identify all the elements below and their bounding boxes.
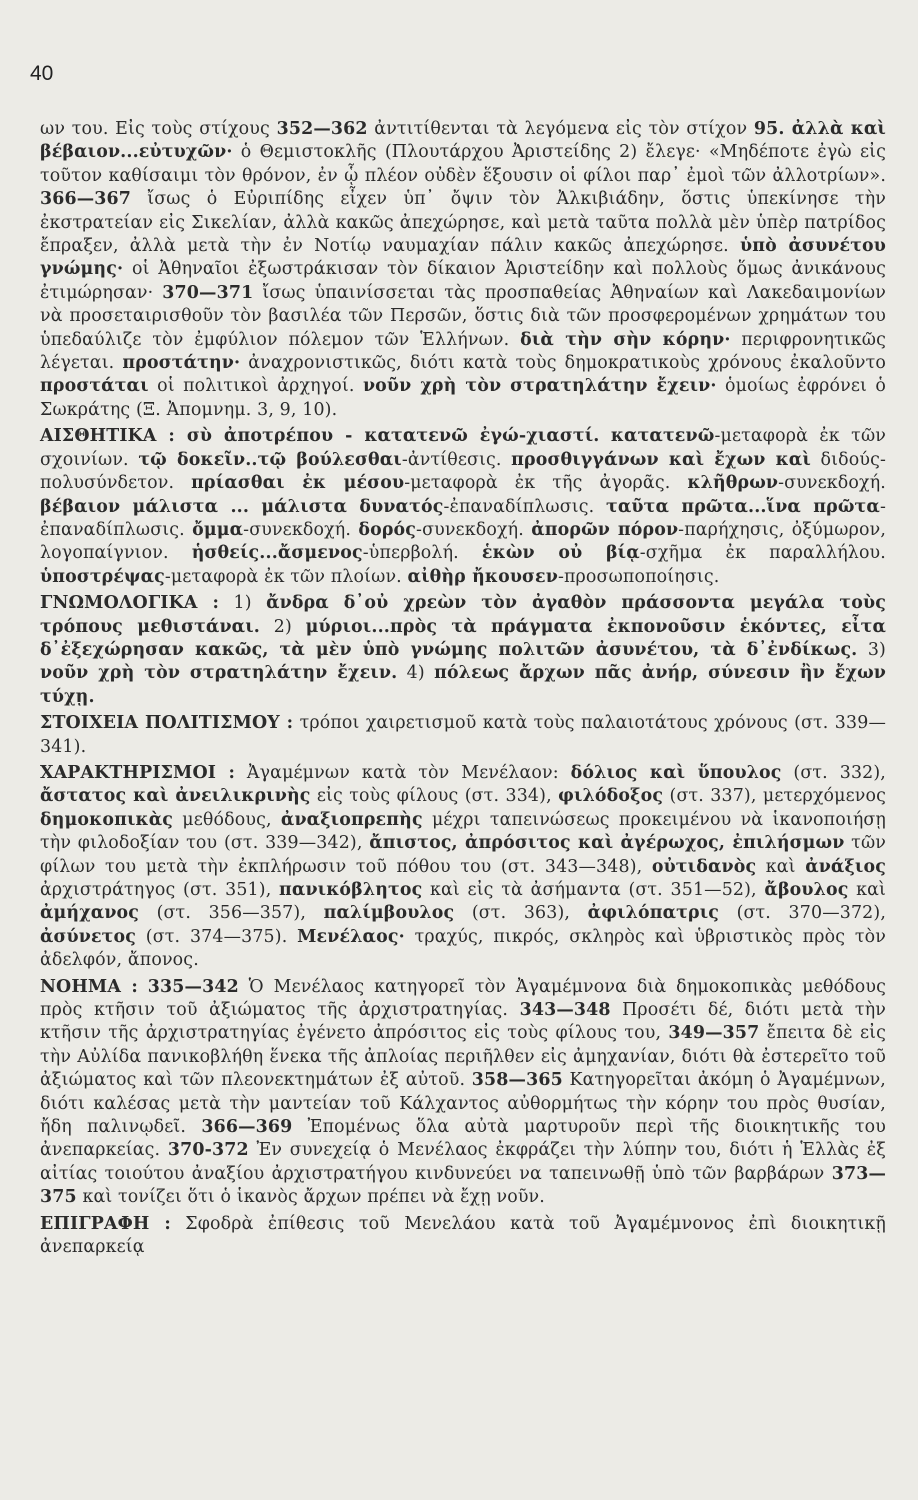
paragraph-charaktirismoi <box>40 762 886 973</box>
bold-phrase: τῷ δοκεῖν..τῷ βούλεσθαι <box>138 449 402 470</box>
paragraph-gnomologika <box>40 592 886 709</box>
text-run: Προσέτι δέ, διότι μετὰ τὴν κτῆσιν τῆς ἀρχιστρατηγίας ἐγένετο ἀπρόσιτος εἰς τοὺς φίλους του, <box>40 1000 886 1044</box>
text-run: Ἀγαμέμνων κατὰ τὸν Μενέλαον: <box>235 762 571 783</box>
text-run: καὶ <box>756 856 806 877</box>
bold-phrase: 370—371 <box>162 282 254 303</box>
paragraph-intro <box>40 118 886 422</box>
bold-phrase: 335—342 <box>147 976 239 997</box>
text-run: (στ. 374—375). <box>136 926 298 947</box>
text-run: Ὁ Μενέλαος κατηγορεῖ τὸν Ἀγαμέμνονα διὰ δημοκοπικὰς μεθόδους πρὸς κτῆσιν τοῦ ἀξιώματος τῆς ἀρχιστρατηγίας. <box>40 976 886 1021</box>
bold-phrase: πόλεως ἄρχων πᾶς ἀνήρ, σύνεσιν ἢν ἔχων τύχῃ. <box>40 663 886 707</box>
text-run: Ἐν συνεχείᾳ ὁ Μενέλαος ἐκφράζει τὴν λύπην του, διότι ἡ Ἑλλὰς ἐξ αἰτίας τοιούτου ἀναξίου ἀρχιστρατήγου κινδυνεύει να ταπεινωθῇ ὑπὸ τῶν βαρβάρων <box>40 1140 886 1184</box>
text-run: -ὑπερβολή. <box>362 543 482 564</box>
bold-phrase: πρίασθαι ἐκ μέσου <box>191 473 405 494</box>
bold-phrase: προστάτην· <box>122 353 241 374</box>
paragraph-noima <box>40 976 886 1210</box>
bold-phrase: 358—365 <box>471 1070 563 1091</box>
bold-phrase: δημοκοπικὰς <box>40 809 174 830</box>
text-run: μέχρι ταπεινώσεως προκειμένου νὰ ἱκανοποιήσῃ τὴν φιλοδοξίαν του (στ. 339—342), <box>40 809 886 854</box>
text-run: τρόποι χαιρετισμοῦ κατὰ τοὺς παλαιοτάτους χρόνους (στ. 339—341). <box>40 713 886 757</box>
bold-phrase: ἀπορῶν πόρον <box>531 519 679 540</box>
text-run: -ἐπαναδίπλωσις. <box>443 496 607 517</box>
text-run: ἀντιτίθενται τὰ λεγόμενα εἰς τὸν στίχον <box>367 119 754 139</box>
text-run: (στ. 356—357), <box>139 903 324 924</box>
text-run: 3) <box>857 639 886 660</box>
bold-phrase: ὑποστρέψας <box>40 566 165 587</box>
bold-phrase: ἀναξιοπρεπὴς <box>280 809 423 830</box>
text-run: (στ. 332), <box>781 762 886 783</box>
text-run: -σχῆμα ἐκ παραλλήλου. <box>639 543 886 564</box>
bold-phrase: οὐτιδανὸς <box>651 856 757 877</box>
bold-phrase: ἡσθείς...ἄσμενος <box>191 543 363 564</box>
text-run: -μεταφορὰ ἐκ τῶν πλοίων. <box>164 566 408 587</box>
text-run: ἀρχιστράτηγος (στ. 351), <box>40 880 280 900</box>
text-run: -μεταφορὰ ἐκ τῶν σχοινίων. <box>40 426 886 470</box>
bold-phrase: δόλιος καὶ ὕπουλος <box>570 762 782 783</box>
bold-phrase: προσθιγγάνων καὶ ἔχων καὶ <box>511 449 811 470</box>
text-run: τῶν φίλων του μετὰ τὴν ἐκπλήρωσιν τοῦ πόθου του (στ. 343—348), <box>40 833 886 877</box>
bold-phrase: μύριοι...πρὸς τὰ πράγματα ἐκπονοῦσιν ἑκόντες, εἶτα δ᾽ἐξεχώρησαν κακῶς, τὰ μὲν ὑπὸ γνώμης πολιτῶν ἀσυνέτου, τὰ δ᾽ἐνδίκως. <box>40 616 886 660</box>
text-run: περιφρονητικῶς λέγεται. <box>40 329 887 374</box>
bold-phrase: ἄνδρα δ᾽οὐ χρεὼν τὸν ἀγαθὸν πράσσοντα μεγάλα τοὺς τρόπους μεθιστάναι. <box>40 593 886 637</box>
text-run: Ἐπομένως ὅλα αὐτὰ μαρτυροῦν περὶ τῆς διοικητικῆς του ἀνεπαρκείας. <box>40 1117 886 1161</box>
text-run: (στ. 370—372), <box>719 903 886 924</box>
bold-phrase: πανικόβλητος <box>279 880 423 900</box>
text-run: καὶ τονίζει ὅτι ὁ ἱκανὸς ἄρχων πρέπει νὰ ἔχῃ νοῦν. <box>76 1187 545 1208</box>
bold-phrase: προστάται <box>40 376 149 397</box>
text-run: ὁμοίως ἐφρόνει ὁ Σωκράτης (Ξ. Ἀπομνημ. 3, 9, 10). <box>40 376 886 420</box>
bold-phrase: 370-372 <box>167 1140 249 1161</box>
paragraph-aisthitika <box>40 425 886 589</box>
commentary-text <box>40 118 886 1260</box>
bold-phrase: ἀμήχανος <box>40 903 140 924</box>
text-run: -συνεκδοχή. <box>243 519 359 540</box>
section-heading: ΝΟΗΜΑ : <box>40 976 138 997</box>
text-run: ἴσως ὑπαινίσσεται τὰς προσπαθείας Ἀθηναίων καὶ Λακεδαιμονίων νὰ προσεταιρισθοῦν τὸν βασιλέα τῶν Περσῶν, ὅστις διὰ τῶν προσφερομένων χρημάτων του ὑπεδαύλιζε τὸν ἐμφύλιον πόλεμον τῶν Ἑλλήνων. <box>40 282 886 350</box>
bold-phrase: φιλόδοξος <box>558 786 664 807</box>
text-run: ἔπειτα δὲ εἰς τὴν Αὐλίδα πανικοβλήθη ἕνεκα τῆς ἀπλοίας περιῆλθεν εἰς ἀμηχανίαν, διότι θὰ ἐστερεῖτο τοῦ ἀξιώματος καὶ τῶν πλεονεκτημάτων ἐξ αὐτοῦ. <box>40 1023 886 1091</box>
bold-phrase: 366—367 <box>40 189 132 210</box>
text-run: -προσωποποίησις. <box>557 566 720 587</box>
text-run: 2) <box>259 616 306 637</box>
bold-phrase: σὺ ἀποτρέπου - κατατενῶ ἐγώ-χιαστί. <box>174 426 600 447</box>
bold-phrase: κατατενῶ <box>610 426 715 447</box>
text-run: ἀναχρονιστικῶς, διότι κατὰ τοὺς δημοκρατικοὺς χρόνους ἐκαλοῦντο <box>240 353 886 374</box>
text-run: Σφοδρὰ ἐπίθεσις τοῦ Μενελάου κατὰ τοῦ Ἀγαμέμνονος ἐπὶ διοικητικῇ ἀνεπαρκείᾳ <box>40 1213 886 1258</box>
bold-phrase: ταῦτα πρῶτα...ἵνα πρῶτα <box>606 496 880 517</box>
text-run: τραχύς, πικρός, σκληρὸς καὶ ὑβριστικὸς πρὸς τὸν ἀδελφόν, ἄπονος. <box>40 926 886 971</box>
text-run <box>600 426 611 446</box>
bold-phrase: ἀσύνετος <box>40 926 136 947</box>
bold-phrase: ὑπὸ ἀσυνέτου γνώμης· <box>40 236 887 280</box>
text-run: οἱ Ἀθηναῖοι ἐξωστράκισαν τὸν δίκαιον Ἀριστείδην καὶ πολλοὺς ὅμως ἀνικάνους ἐτιμώρησαν· <box>40 259 886 303</box>
section-heading: ΧΑΡΑΚΤΗΡΙΣΜΟΙ : <box>40 762 236 783</box>
text-run: ἴσως ὁ Εὐριπίδης εἶχεν ὑπ᾽ ὄψιν τὸν Ἀλκιβιάδην, ὅστις ὑπεκίνησε τὴν ἐκστρατείαν εἰς Σικελίαν, ἀλλὰ κακῶς ἀπεχώρησε, καὶ μετὰ ταῦτα πολλὰ μὲν ὑπὲρ πατρίδος ἔπραξεν, ἀλλὰ μετὰ τὴν ἐν Νοτίῳ ναυμαχίαν πάλιν κακῶς ἀπεχώρησε. <box>40 189 886 257</box>
text-run: διδούς-πολυσύνδετον. <box>40 449 886 494</box>
text-run: 1) <box>219 593 267 614</box>
bold-phrase: νοῦν χρὴ τὸν στρατηλάτην ἔχειν. <box>40 663 398 684</box>
bold-phrase: ἀνάξιος <box>805 856 886 877</box>
bold-phrase: ἄστατος καὶ ἀνειλικρινὴς <box>40 786 311 807</box>
text-run: 4) <box>397 663 435 684</box>
section-heading: ΓΝΩΜΟΛΟΓΙΚΑ : <box>40 593 220 614</box>
text-run: εἰς τοὺς φίλους (στ. 334), <box>310 786 559 807</box>
text-run: -ἀντίθεσις. <box>401 449 512 470</box>
text-run: -ἐπαναδίπλωσις. <box>40 496 886 540</box>
text-run: μεθόδους, <box>173 809 281 830</box>
paragraph-epigrafi <box>40 1213 886 1260</box>
bold-phrase: 343—348 <box>519 1000 611 1021</box>
bold-phrase: παλίμβουλος <box>323 903 455 924</box>
bold-phrase: διὰ τὴν σὴν κόρην· <box>520 329 731 350</box>
bold-phrase: νοῦν χρὴ τὸν στρατηλάτην ἔχειν· <box>362 376 717 397</box>
bold-phrase: ἄπιστος, ἀπρόσιτος καὶ ἀγέρωχος, ἐπιλήσμων <box>369 833 845 854</box>
section-heading: ΑΙΣΘΗΤΙΚΑ : <box>40 426 175 447</box>
bold-phrase: κλῆθρων <box>687 473 779 494</box>
text-run: -μεταφορὰ ἐκ τῆς ἀγορᾶς. <box>404 473 688 494</box>
text-run: (στ. 337), μετερχόμενος <box>663 786 886 807</box>
section-heading: ΣΤΟΙΧΕΙΑ ΠΟΛΙΤΙΣΜΟΥ : <box>40 713 294 734</box>
text-run: καὶ εἰς τὰ ἀσήμαντα (στ. 351—52), <box>422 880 765 900</box>
bold-phrase: 352—362 <box>276 119 368 139</box>
bold-phrase: Μενέλαος· <box>297 926 405 947</box>
text-run: καὶ <box>848 880 886 900</box>
bold-phrase: ἑκὼν οὐ βίᾳ <box>481 543 640 564</box>
text-run: (στ. 363), <box>454 903 588 924</box>
text-run: ὁ Θεμιστοκλῆς (Πλουτάρχου Ἀριστείδης 2) ἔλεγε· «Μηδέποτε ἐγὼ εἰς τοῦτον καθίσαιμι τὸν θρόνον, ἐν ᾧ πλέον οὐδὲν ἕξουσιν οἱ φίλοι παρ᾽ ἐμοὶ τῶν ἀλλοτρίων». <box>40 142 886 186</box>
bold-phrase: 349—357 <box>668 1023 760 1044</box>
paragraph-stoixeia-politismou <box>40 712 886 759</box>
text-run: -παρήχησις, ὀξύμωρον, λογοπαίγνιον. <box>40 519 886 564</box>
bold-phrase: 366—369 <box>201 1117 293 1138</box>
page-number: 40 <box>30 62 54 85</box>
section-heading: ΕΠΙΓΡΑΦΗ : <box>40 1213 171 1234</box>
bold-phrase: 373—375 <box>40 1163 886 1208</box>
text-run: Κατηγορεῖται ἀκόμη ὁ Ἀγαμέμνων, διότι καλέσας μετὰ τὴν μαντείαν τοῦ Κάλχαντος αὐθορμήτως τὴν κόρην του πρὸς θυσίαν, ἤδη παλινῳδεῖ. <box>40 1070 886 1138</box>
bold-phrase: βέβαιον μάλιστα ... μάλιστα δυνατός <box>40 496 444 517</box>
bold-phrase: δορός <box>358 519 417 540</box>
text-run: -συνεκδοχή. <box>778 473 886 494</box>
text-run: -συνεκδοχή. <box>416 519 532 540</box>
bold-phrase: ἀφιλόπατρις <box>587 903 720 924</box>
bold-phrase: αἰθὴρ ἤκουσεν <box>407 566 558 587</box>
text-run <box>138 977 148 997</box>
bold-phrase: 95. ἀλλὰ καὶ βέβαιον...εὐτυχῶν· <box>40 119 886 163</box>
bold-phrase: ὄμμα <box>192 519 244 540</box>
text-run: οἱ πολιτικοὶ ἀρχηγοί. <box>148 376 363 397</box>
bold-phrase: ἄβουλος <box>764 880 849 900</box>
text-run: ων του. Εἰς τοὺς στίχους <box>40 119 277 139</box>
